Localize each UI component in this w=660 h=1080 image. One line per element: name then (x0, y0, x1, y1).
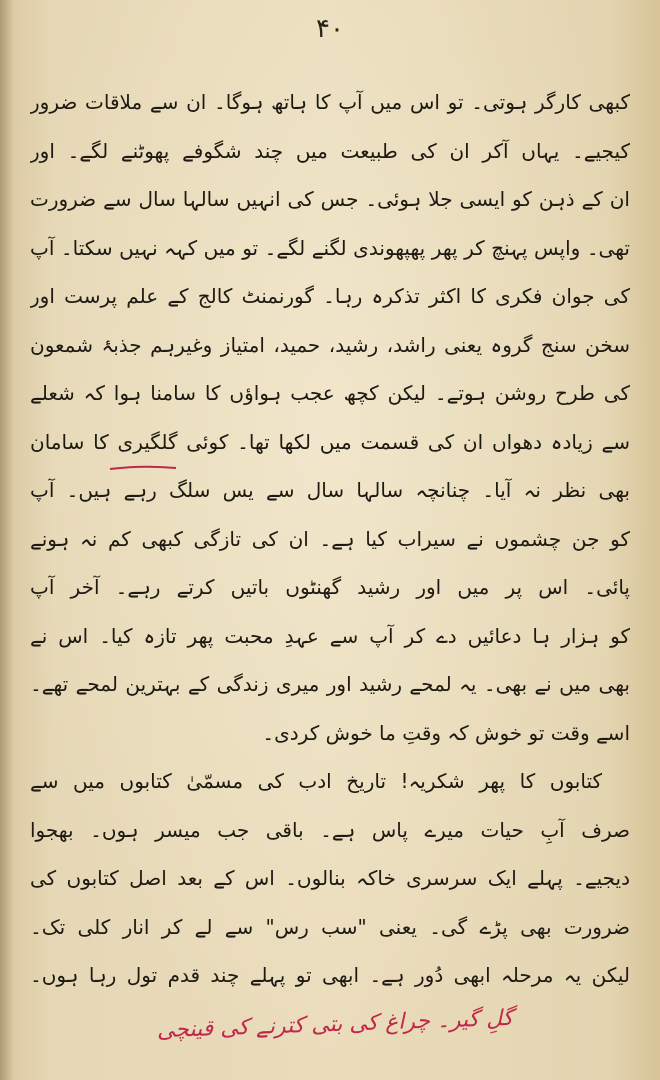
letter-body (30, 82, 630, 1004)
pen-underline-mark (108, 465, 178, 471)
text-line: بھی میں نے بھی۔ یہ لمحے رشید اور میری زندگی کے بہترین لمحے تھے۔ (30, 672, 630, 696)
text-line: کیجیے۔ یہاں آکر ان کی طبیعت میں چند شگوفے پھوٹنے لگے۔ اور (30, 138, 630, 163)
handwritten-footnote: گلِ گیر۔ چراغ کی بتی کترنے کی قینچی (156, 1005, 514, 1044)
text-line: اسے وقت تو خوش کہ وقتِ ما خوش کردی۔ (262, 720, 630, 745)
text-line: دیجیے۔ پہلے ایک سرسری خاکہ بنالوں۔ اس کے بعد اصل کتابوں کی (30, 866, 630, 890)
page-number: ۴۰ (316, 14, 344, 44)
text-line: کبھی کارگر ہوتی۔ تو اس میں آپ کا ہاتھ ہوگا۔ ان سے ملاقات ضرور (30, 90, 630, 114)
paragraph-2 (30, 761, 630, 1004)
text-line: لیکن یہ مرحلہ ابھی دُور ہے۔ ابھی تو پہلے چند قدم تول رہا ہوں۔ (30, 963, 630, 987)
text-line: کو ہزار ہا دعائیں دے کر آپ سے عہدِ محبت پھر تازہ کیا۔ اس نے (30, 623, 630, 648)
text-line: ضرورت بھی پڑے گی۔ یعنی "سب رس" سے لے کر انار کلی تک۔ (30, 914, 630, 939)
paragraph-1 (30, 82, 630, 761)
text-line: سے زیادہ دھواں ان کی قسمت میں لکھا تھا۔ کوئی گلگیری کا سامان (30, 429, 630, 454)
text-line: کی جوان فکری کا اکثر تذکرہ رہا۔ گورنمنٹ کالج کے علم پرست اور (30, 284, 630, 308)
text-line: کو جن چشموں نے سیراب کیا ہے۔ ان کی تازگی کبھی کم نہ ہونے (30, 526, 630, 551)
text-line: ان کے ذہن کو ایسی جلا ہوئی۔ جس کی انہیں سالہا سال سے ضرورت (30, 187, 630, 211)
text-line: صرف آبِ حیات میرے پاس ہے۔ باقی جب میسر ہوں۔ بھجوا (30, 817, 630, 842)
binding-shadow (0, 0, 14, 1080)
text-line: سخن سنج گروہ یعنی راشد، رشید، حمید، امتیاز وغیرہم جذبۂ شمعون (30, 332, 630, 357)
text-line: تھی۔ واپس پہنچ کر پھر پھپھوندی لگنے لگے۔ تو میں کہہ نہیں سکتا۔ آپ (30, 235, 630, 260)
text-line: کتابوں کا پھر شکریہ! تاریخ ادب کی مسمّیٰ کتابوں میں سے (30, 769, 602, 793)
text-line: پائی۔ اس پر میں اور رشید گھنٹوں باتیں کرتے رہے۔ آخر آپ (30, 575, 630, 599)
text-line: کی طرح روشن ہوتے۔ لیکن کچھ عجب ہواؤں کا سامنا ہوا کہ شعلے (30, 381, 630, 405)
text-line: بھی نظر نہ آیا۔ چنانچہ سالہا سال سے یس سلگ رہے ہیں۔ آپ (30, 478, 630, 502)
